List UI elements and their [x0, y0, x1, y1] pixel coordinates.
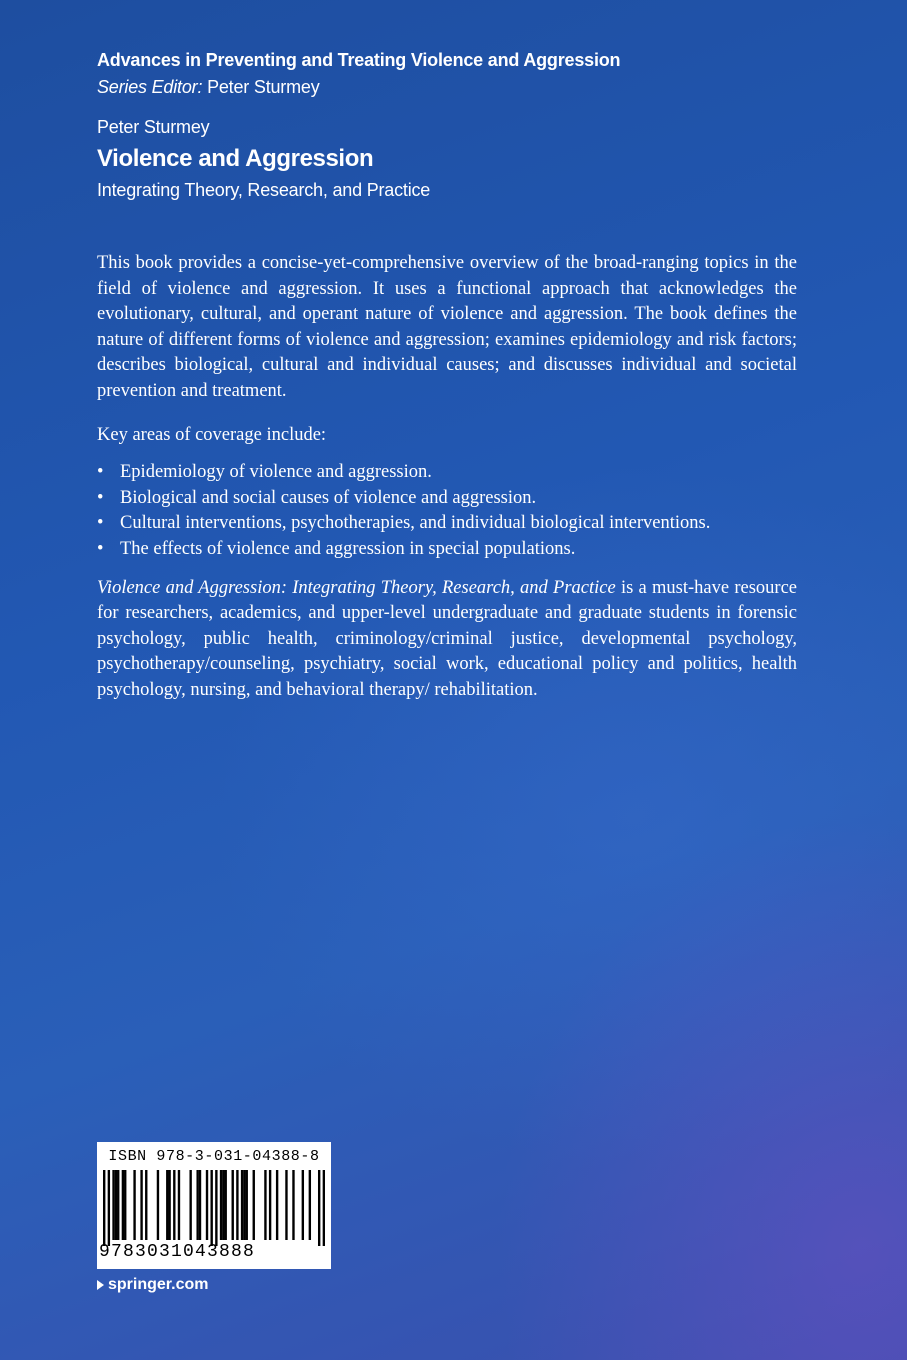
closing-paragraph: [97, 576, 797, 704]
barcode-bar: [323, 1170, 325, 1246]
list-item: [97, 460, 797, 486]
barcode-bar: [112, 1170, 114, 1240]
closing-book-title: Violence and Aggression: Integrating Theory, Research, and Practice: [97, 577, 616, 598]
barcode-bar: [246, 1170, 248, 1240]
barcode-bar: [236, 1170, 238, 1240]
barcode-bar: [243, 1170, 245, 1240]
barcode-bar: [309, 1170, 311, 1240]
barcode-bar: [115, 1170, 117, 1240]
barcode-bar: [189, 1170, 191, 1240]
list-item: [97, 511, 797, 537]
barcode-bar: [241, 1170, 243, 1240]
barcode-bar: [173, 1170, 175, 1240]
coverage-list: [97, 460, 797, 562]
barcode-bar: [302, 1170, 304, 1240]
series-editor-label: Series Editor:: [97, 77, 203, 97]
series-title: Advances in Preventing and Treating Violence and Aggression: [97, 50, 621, 70]
list-item: [97, 537, 797, 563]
barcode-bar: [318, 1170, 320, 1246]
bullet-icon: •: [97, 513, 104, 534]
barcode-bar: [206, 1170, 208, 1240]
barcode-bar: [108, 1170, 110, 1246]
list-item: [97, 486, 797, 512]
description: [97, 251, 797, 704]
barcode-bar: [292, 1170, 294, 1240]
closing-text: is a must-have resource for researchers, academics, and upper-level undergraduate and graduate students in forensic psychology, public health, criminology/criminal justice, developmental psychology, psychotherapy/counseling, psychiatry, social work, educational policy and politics, health psychology, nursing, and behavioral therapy/ rehabilitation.: [97, 577, 797, 700]
barcode-bar: [215, 1170, 217, 1246]
barcode-bar: [253, 1170, 255, 1240]
barcode-bar: [264, 1170, 266, 1240]
description-paragraph: This book provides a concise-yet-comprehensive overview of the broad-ranging topics in the field of violence and aggression. It uses a functional approach that acknowledges the evolutionary, cultural, and operant nature of violence and aggression. The book defines the nature of different forms of violence and aggression; examines epidemiology and risk factors; describes biological, cultural and individual causes; and discusses individual and societal prevention and treatment.: [97, 253, 797, 401]
barcode-bars: [103, 1170, 325, 1246]
barcode-bar: [140, 1170, 142, 1240]
barcode-bar: [222, 1170, 224, 1240]
bullet-icon: •: [97, 462, 104, 483]
barcode-bar: [117, 1170, 119, 1240]
series-editor: [97, 74, 620, 100]
isbn-barcode: [97, 1142, 331, 1269]
book-title: Violence and Aggression: [97, 145, 374, 172]
barcode-bar: [225, 1170, 227, 1240]
barcode-bar: [276, 1170, 278, 1240]
website-text: springer.com: [108, 1276, 209, 1293]
barcode-bar: [133, 1170, 135, 1240]
barcode-bar: [103, 1170, 105, 1246]
barcode-bar: [124, 1170, 126, 1240]
barcode-bar: [178, 1170, 180, 1240]
list-item-text: Epidemiology of violence and aggression.: [120, 462, 432, 483]
barcode-bar: [210, 1170, 212, 1246]
barcode-bar: [232, 1170, 234, 1240]
book-author: Peter Sturmey: [97, 117, 210, 137]
barcode-bar: [168, 1170, 170, 1240]
arrow-right-icon: [97, 1280, 104, 1290]
list-item-text: Cultural interventions, psychotherapies, and individual biological interventions.: [120, 513, 711, 534]
barcode-digits: 9783031043888: [99, 1242, 256, 1262]
barcode-bar: [157, 1170, 159, 1240]
bullet-icon: •: [97, 487, 104, 508]
barcode-bar: [285, 1170, 287, 1240]
barcode-bar: [196, 1170, 198, 1240]
barcode-bar: [269, 1170, 271, 1240]
barcode-bar: [166, 1170, 168, 1240]
bullet-icon: •: [97, 538, 104, 559]
book-subtitle: Integrating Theory, Research, and Practice: [97, 180, 431, 200]
series-info: [97, 46, 620, 100]
barcode-bar: [199, 1170, 201, 1240]
list-item-text: The effects of violence and aggression in special populations.: [120, 538, 576, 559]
publisher-website[interactable]: [97, 1274, 208, 1296]
barcode-bar: [145, 1170, 147, 1240]
isbn-text: ISBN 978-3-031-04388-8: [108, 1148, 320, 1165]
barcode-bar: [220, 1170, 222, 1240]
list-item-text: Biological and social causes of violence and aggression.: [120, 487, 537, 508]
key-areas-intro: Key areas of coverage include:: [97, 424, 327, 445]
series-editor-name: Peter Sturmey: [207, 77, 320, 97]
barcode-bar: [122, 1170, 124, 1240]
